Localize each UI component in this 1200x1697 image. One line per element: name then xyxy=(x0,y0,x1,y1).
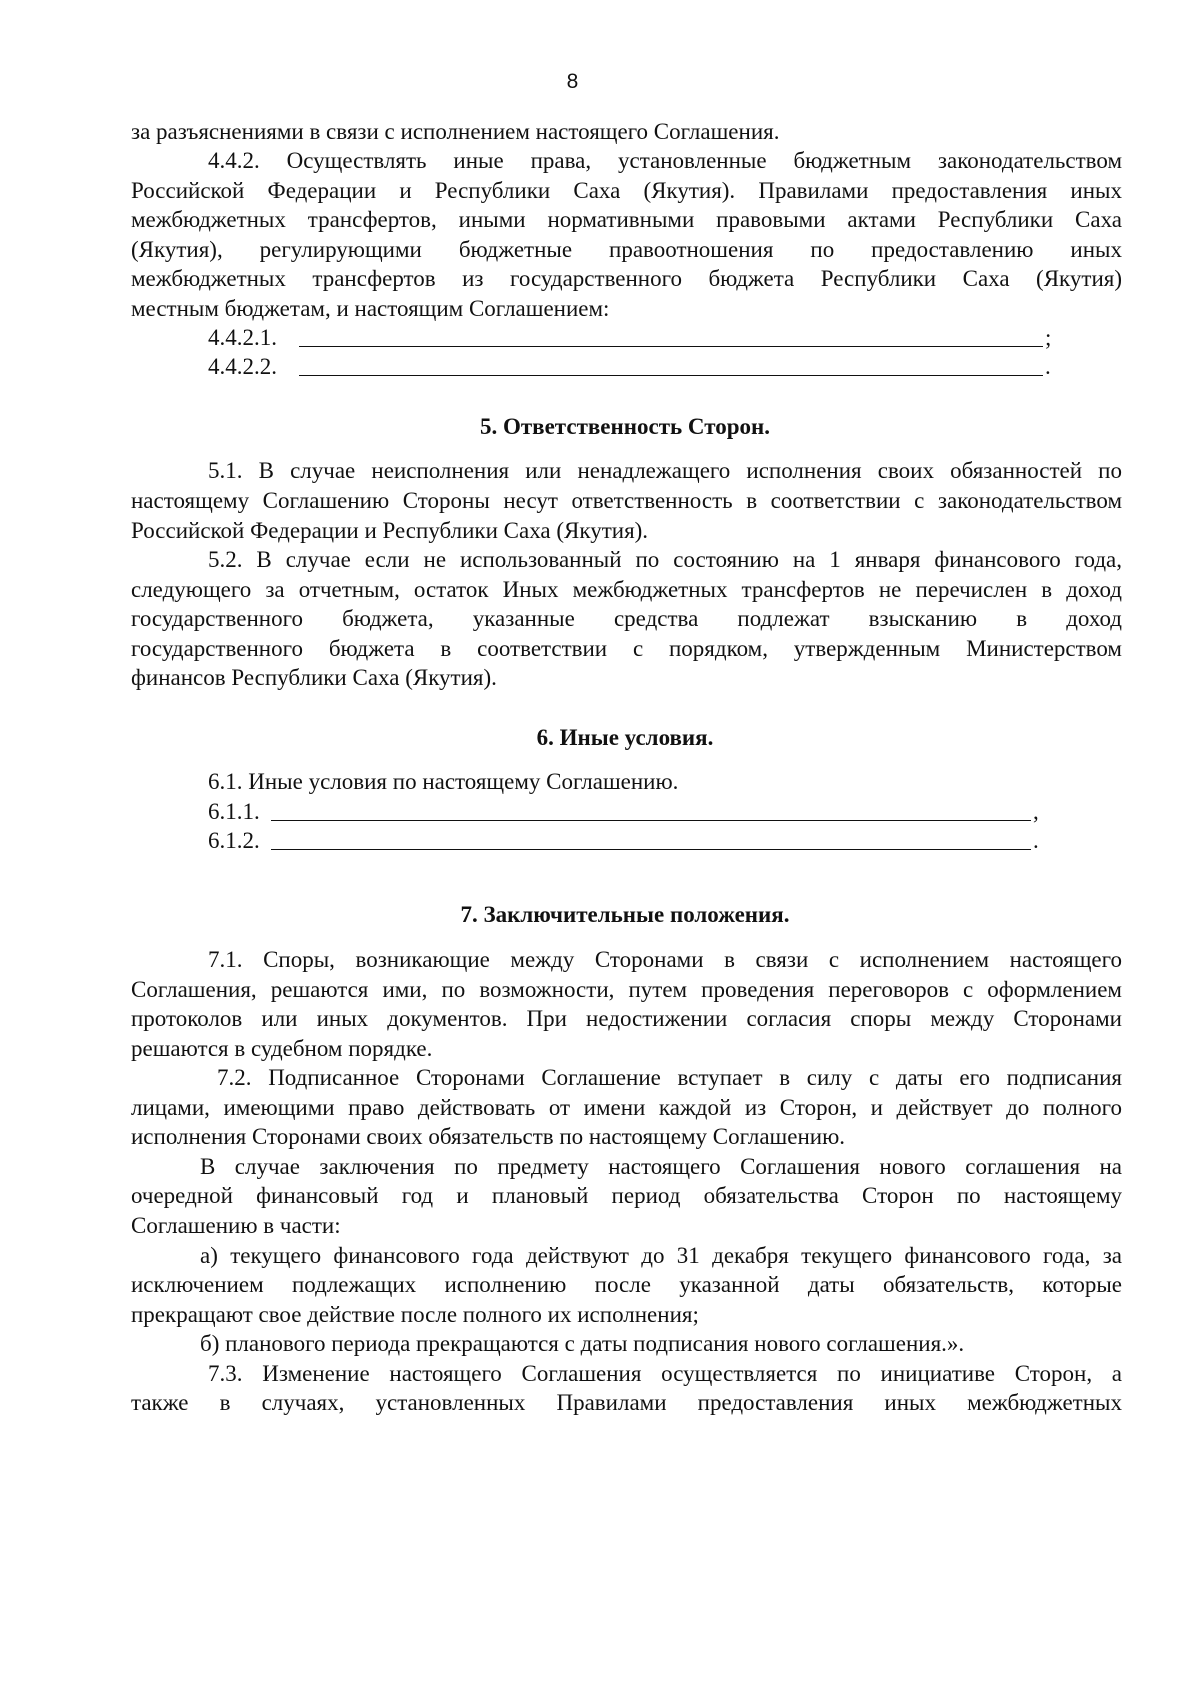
paragraph-line: решаются в судебном порядке. xyxy=(131,1036,433,1061)
fill-in-punctuation: . xyxy=(1045,354,1051,379)
fill-in-punctuation: , xyxy=(1033,799,1039,824)
paragraph-line: межбюджетных трансфертов, иными нормативными правовыми актами Республики Саха xyxy=(131,207,1122,232)
fill-in-line-4-4-2-1 xyxy=(208,323,1052,353)
paragraph-line: местным бюджетам, и настоящим Соглашением: xyxy=(131,296,610,321)
paragraph-line: прекращают свое действие после полного их исполнения; xyxy=(131,1302,699,1327)
paragraph-line: протоколов или иных документов. При недостижении согласия споры между Сторонами xyxy=(131,1006,1122,1031)
paragraph-line: также в случаях, установленных Правилами предоставления иных межбюджетных xyxy=(131,1390,1122,1415)
paragraph-line: Соглашения, решаются ими, по возможности, путем проведения переговоров с оформлением xyxy=(131,977,1122,1002)
paragraph-line: (Якутия), регулирующими бюджетные правоотношения по предоставлению иных xyxy=(131,237,1122,262)
paragraph-line: 7.2. Подписанное Сторонами Соглашение вступает в силу с даты его подписания xyxy=(217,1065,1122,1090)
fill-in-punctuation: . xyxy=(1033,828,1039,853)
fill-in-underline[interactable] xyxy=(299,375,1043,376)
paragraph-line: государственного бюджета, указанные средства подлежат взысканию в доход xyxy=(131,606,1122,631)
section-heading-5: 5. Ответственность Сторон. xyxy=(479,414,771,439)
paragraph-7-2-b: б) планового периода прекращаются с даты подписания нового соглашения.». xyxy=(200,1331,965,1356)
paragraph-line: а) текущего финансового года действуют до 31 декабря текущего финансового года, за xyxy=(200,1243,1122,1268)
fill-in-number: 6.1.2. xyxy=(208,828,260,853)
paragraph-line: Российской Федерации и Республики Саха (Якутия). xyxy=(131,518,649,543)
paragraph-line: межбюджетных трансфертов из государственного бюджета Республики Саха (Якутия) xyxy=(131,266,1122,291)
section-heading-7: 7. Заключительные положения. xyxy=(460,902,790,927)
fill-in-underline[interactable] xyxy=(271,849,1031,850)
fill-in-line-6-1-2 xyxy=(208,826,1039,856)
fill-in-number: 4.4.2.2. xyxy=(208,354,277,379)
paragraph-line: очередной финансовый год и плановый период обязательства Сторон по настоящему xyxy=(131,1183,1122,1208)
paragraph-4-4-1-tail: за разъяснениями в связи с исполнением настоящего Соглашения. xyxy=(131,119,780,144)
paragraph-line: исключением подлежащих исполнению после указанной даты обязательств, которые xyxy=(131,1272,1122,1297)
paragraph-line: 5.1. В случае неисполнения или ненадлежащего исполнения своих обязанностей по xyxy=(208,458,1122,483)
paragraph-line: исполнения Сторонами своих обязательств по настоящему Соглашению. xyxy=(131,1124,846,1149)
paragraph-line: Соглашению в части: xyxy=(131,1213,341,1238)
paragraph-line: финансов Республики Саха (Якутия). xyxy=(131,665,497,690)
paragraph-line: 4.4.2. Осуществлять иные права, установленные бюджетным законодательством xyxy=(208,148,1122,173)
paragraph-line: следующего за отчетным, остаток Иных межбюджетных трансфертов не перечислен в доход xyxy=(131,577,1122,602)
paragraph-line: 7.1. Споры, возникающие между Сторонами в связи с исполнением настоящего xyxy=(208,947,1122,972)
paragraph-line: лицами, имеющими право действовать от имени каждой из Сторон, и действует до полного xyxy=(131,1095,1122,1120)
fill-in-line-4-4-2-2 xyxy=(208,352,1051,382)
paragraph-line: В случае заключения по предмету настоящего Соглашения нового соглашения на xyxy=(200,1154,1122,1179)
fill-in-punctuation: ; xyxy=(1045,325,1052,350)
fill-in-number: 6.1.1. xyxy=(208,799,260,824)
paragraph-line: 7.3. Изменение настоящего Соглашения осуществляется по инициативе Сторон, а xyxy=(208,1361,1122,1386)
page-number: 8 xyxy=(566,70,579,93)
fill-in-number: 4.4.2.1. xyxy=(208,325,277,350)
fill-in-underline[interactable] xyxy=(299,346,1043,347)
fill-in-underline[interactable] xyxy=(271,820,1031,821)
paragraph-line: 5.2. В случае если не использованный по состоянию на 1 января финансового года, xyxy=(208,547,1122,572)
paragraph-6-1: 6.1. Иные условия по настоящему Соглашению. xyxy=(208,769,679,794)
section-heading-6: 6. Иные условия. xyxy=(536,725,714,750)
fill-in-line-6-1-1 xyxy=(208,797,1039,827)
paragraph-line: государственного бюджета в соответствии с порядком, утвержденным Министерством xyxy=(131,636,1122,661)
paragraph-line: Российской Федерации и Республики Саха (Якутия). Правилами предоставления иных xyxy=(131,178,1122,203)
paragraph-line: настоящему Соглашению Стороны несут ответственность в соответствии с законодательством xyxy=(131,488,1122,513)
